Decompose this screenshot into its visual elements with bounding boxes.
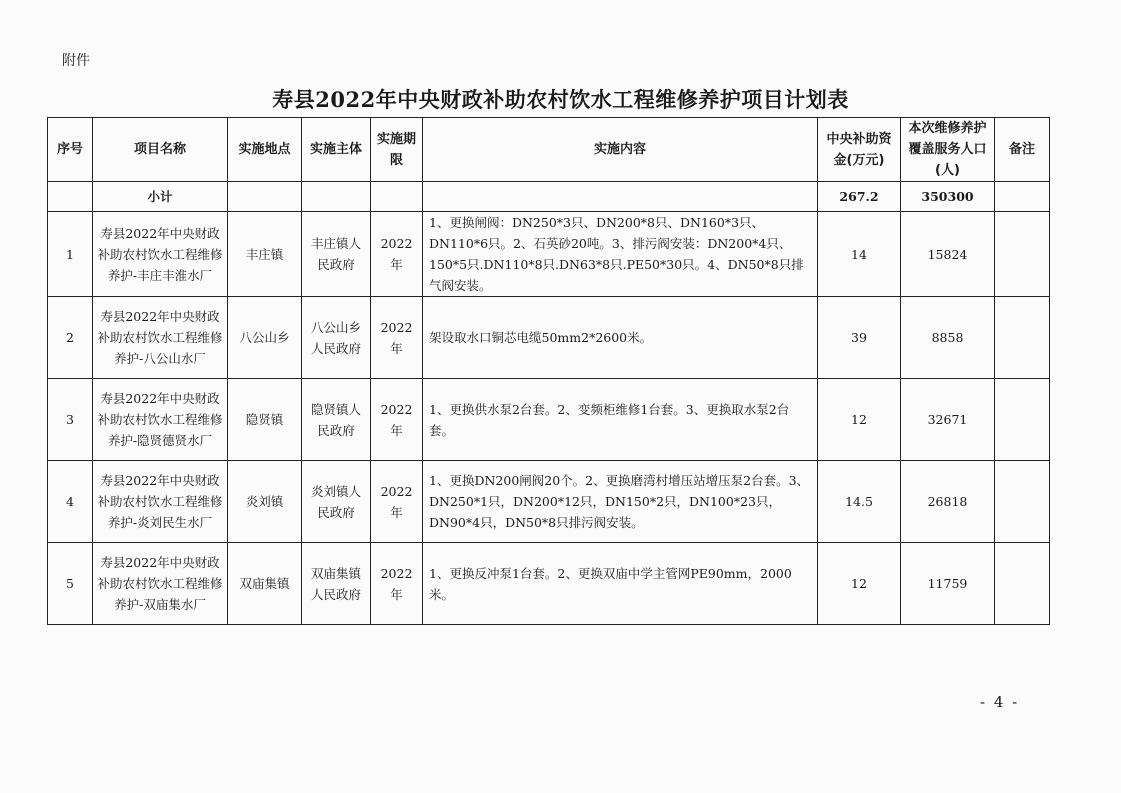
row-entity: 八公山乡人民政府 <box>302 297 371 379</box>
row-content: 1、更换供水泵2台套。2、变频柜维修1台套。3、更换取水泵2台套。 <box>423 379 818 461</box>
row-seq: 3 <box>48 379 93 461</box>
project-plan-table <box>47 117 1050 625</box>
row-project-name: 寿县2022年中央财政补助农村饮水工程维修养护-八公山水厂 <box>93 297 228 379</box>
row-population: 26818 <box>901 461 995 543</box>
document-title: 寿县2022年中央财政补助农村饮水工程维修养护项目计划表 <box>272 87 849 112</box>
row-period: 2022年 <box>371 297 423 379</box>
row-project-name: 寿县2022年中央财政补助农村饮水工程维修养护-双庙集水厂 <box>93 543 228 625</box>
row-entity: 双庙集镇人民政府 <box>302 543 371 625</box>
row-entity: 炎刘镇人民政府 <box>302 461 371 543</box>
row-project-name: 寿县2022年中央财政补助农村饮水工程维修养护-炎刘民生水厂 <box>93 461 228 543</box>
row-funds: 14.5 <box>818 461 901 543</box>
subtotal-empty-cell <box>228 182 302 212</box>
row-funds: 14 <box>818 212 901 297</box>
header-population: 本次维修养护覆盖服务人口(人) <box>901 118 995 182</box>
row-seq: 5 <box>48 543 93 625</box>
row-location: 丰庄镇 <box>228 212 302 297</box>
attachment-label: 附件 <box>62 53 90 69</box>
table-row <box>48 297 1050 379</box>
row-funds: 39 <box>818 297 901 379</box>
header-funds: 中央补助资金(万元) <box>818 118 901 182</box>
row-remarks <box>995 543 1050 625</box>
row-location: 八公山乡 <box>228 297 302 379</box>
row-seq: 2 <box>48 297 93 379</box>
row-remarks <box>995 297 1050 379</box>
row-content: 架设取水口铜芯电缆50mm2*2600米。 <box>423 297 818 379</box>
subtotal-seq-cell <box>48 182 93 212</box>
row-period: 2022年 <box>371 379 423 461</box>
row-seq: 1 <box>48 212 93 297</box>
subtotal-funds: 267.2 <box>818 182 901 212</box>
row-remarks <box>995 461 1050 543</box>
row-location: 炎刘镇 <box>228 461 302 543</box>
row-content: 1、更换反冲泵1台套。2、更换双庙中学主管网PE90mm，2000米。 <box>423 543 818 625</box>
row-project-name: 寿县2022年中央财政补助农村饮水工程维修养护-隐贤德贤水厂 <box>93 379 228 461</box>
subtotal-remarks <box>995 182 1050 212</box>
header-period: 实施期限 <box>371 118 423 182</box>
row-content: 1、更换DN200闸阀20个。2、更换磨湾村增压站增压泵2台套。3、DN250*1只，DN200*12只，DN150*2只，DN100*23只，DN90*4只，DN50*8只排污阀安装。 <box>423 461 818 543</box>
row-entity: 隐贤镇人民政府 <box>302 379 371 461</box>
row-population: 15824 <box>901 212 995 297</box>
table-row <box>48 543 1050 625</box>
row-content: 1、更换闸阀：DN250*3只、DN200*8只、DN160*3只、DN110*6只。2、石英砂20吨。3、排污阀安装：DN200*4只、150*5只.DN110*8只.DN63*8只.PE50*30只。4、DN50*8只排气阀安装。 <box>423 212 818 297</box>
row-seq: 4 <box>48 461 93 543</box>
subtotal-empty-cell <box>302 182 371 212</box>
row-entity: 丰庄镇人民政府 <box>302 212 371 297</box>
row-period: 2022年 <box>371 543 423 625</box>
row-period: 2022年 <box>371 461 423 543</box>
table-row <box>48 379 1050 461</box>
row-funds: 12 <box>818 543 901 625</box>
header-content: 实施内容 <box>423 118 818 182</box>
row-population: 8858 <box>901 297 995 379</box>
subtotal-population: 350300 <box>901 182 995 212</box>
page-number: - 4 - <box>980 693 1020 711</box>
header-seq: 序号 <box>48 118 93 182</box>
row-population: 11759 <box>901 543 995 625</box>
table-header-row <box>48 118 1050 182</box>
row-remarks <box>995 379 1050 461</box>
header-name: 项目名称 <box>93 118 228 182</box>
table-row <box>48 212 1050 297</box>
subtotal-label: 小计 <box>93 182 228 212</box>
row-period: 2022年 <box>371 212 423 297</box>
subtotal-empty-cell <box>423 182 818 212</box>
header-entity: 实施主体 <box>302 118 371 182</box>
header-remarks: 备注 <box>995 118 1050 182</box>
header-location: 实施地点 <box>228 118 302 182</box>
table-row <box>48 461 1050 543</box>
row-population: 32671 <box>901 379 995 461</box>
row-location: 双庙集镇 <box>228 543 302 625</box>
subtotal-row <box>48 182 1050 212</box>
row-location: 隐贤镇 <box>228 379 302 461</box>
subtotal-empty-cell <box>371 182 423 212</box>
row-funds: 12 <box>818 379 901 461</box>
row-remarks <box>995 212 1050 297</box>
row-project-name: 寿县2022年中央财政补助农村饮水工程维修养护-丰庄丰淮水厂 <box>93 212 228 297</box>
